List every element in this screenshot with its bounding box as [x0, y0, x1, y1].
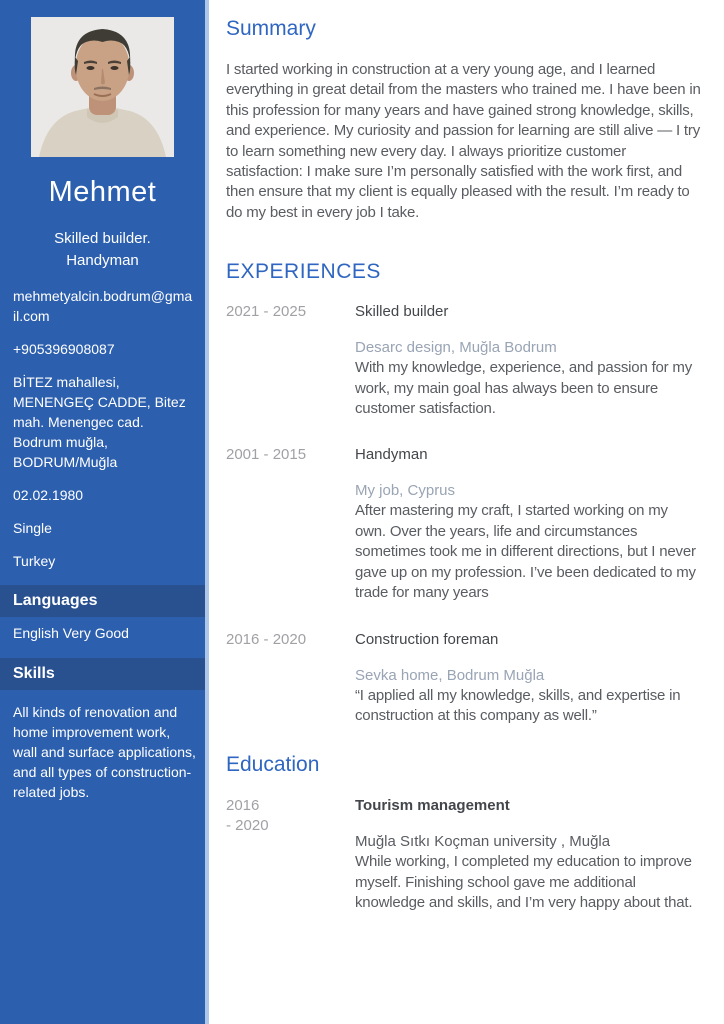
- address-line: BODRUM/Muğla: [13, 454, 118, 470]
- language-item: English Very Good: [13, 625, 129, 641]
- experience-description: “I applied all my knowledge, skills, and expertise in construction at this company as well.”: [355, 686, 681, 724]
- experience-description: With my knowledge, experience, and passion for my work, my main goal has always been to ensure customer satisfaction.: [355, 359, 693, 418]
- experience-description: After mastering my craft, I started working on my own. Over the years, life and circumstances sometimes took me in different directions, but I never gave up on my profession. I’ve been dedicated to my trade for many years: [355, 502, 696, 602]
- resume-content: [209, 0, 724, 940]
- job-subtitle-line1: Skilled builder.: [54, 230, 151, 247]
- summary-heading: Summary: [226, 17, 316, 40]
- portrait-illustration: [31, 17, 174, 157]
- education-school: Muğla Sıtkı Koçman university , Muğla: [355, 833, 611, 851]
- experience-company: My job, Cyprus: [355, 482, 456, 500]
- experience-item: [226, 630, 698, 727]
- education-list: [226, 796, 698, 913]
- experience-company: Desarc design, Muğla Bodrum: [355, 339, 557, 357]
- job-subtitle-line2: Handyman: [66, 252, 139, 269]
- address-value: [13, 372, 195, 472]
- experience-body: [355, 302, 698, 419]
- person-name: Mehmet: [48, 176, 157, 208]
- experience-title: Handyman: [355, 446, 428, 464]
- email-value: mehmetyalcin.bodrum@gmail.com: [13, 288, 193, 324]
- marital-status-value: Single: [13, 520, 52, 536]
- summary-text: I started working in construction at a very young age, and I learned everything in great detail from the masters who trained me. I have been in this profession for many years and have gained strong knowledge, skills, and experience. My curiosity and passion for learning are still alive — I try to learn something new every day. I always prioritize customer satisfaction: I make sure I’m personally satisfied with the work first, and then ensure that my client is equally pleased with the result. I’m ready to do my best in every job I take.: [226, 61, 701, 221]
- education-heading: Education: [226, 753, 320, 777]
- languages-header-label: Languages: [13, 592, 98, 609]
- experience-item: [226, 302, 698, 419]
- country-value: Turkey: [13, 553, 56, 569]
- skills-description: All kinds of renovation and home improvement work, wall and surface applications, and all types of construction-related jobs.: [13, 704, 196, 800]
- address-line: BİTEZ mahallesi,: [13, 374, 120, 390]
- education-degree: Tourism management: [355, 797, 510, 815]
- profile-photo: [31, 17, 174, 157]
- experience-body: [355, 445, 698, 603]
- birthdate-value: 02.02.1980: [13, 487, 84, 503]
- address-line: mah. Menengec cad.: [13, 414, 144, 430]
- education-body: [355, 796, 698, 913]
- contact-info: [13, 286, 195, 584]
- languages-section-header: [0, 585, 205, 617]
- experience-dates: 2001 - 2015: [226, 446, 307, 464]
- education-description: While working, I completed my education to improve myself. Finishing school gave me additional knowledge and skills, and I’m very happy about that.: [355, 853, 693, 912]
- sidebar: [0, 0, 205, 1024]
- experience-title: Skilled builder: [355, 303, 449, 321]
- education-dates-line1: 2016: [226, 797, 260, 815]
- phone-value: +905396908087: [13, 341, 115, 357]
- education-dates: [226, 796, 355, 913]
- experiences-heading: EXPERIENCES: [226, 260, 381, 284]
- experience-item: [226, 445, 698, 603]
- experience-dates: 2021 - 2025: [226, 303, 307, 321]
- education-dates-line2: - 2020: [226, 817, 269, 835]
- experience-dates: 2016 - 2020: [226, 630, 307, 648]
- experience-company: Sevka home, Bodrum Muğla: [355, 666, 545, 684]
- experience-title: Construction foreman: [355, 630, 499, 648]
- education-item: [226, 796, 698, 913]
- skills-section-header: [0, 658, 205, 690]
- experience-body: [355, 630, 698, 727]
- job-subtitle: [0, 228, 205, 272]
- experience-list: [226, 302, 698, 726]
- skills-header-label: Skills: [13, 665, 55, 682]
- address-line: Bodrum muğla,: [13, 434, 108, 450]
- address-line: MENENGEÇ CADDE, Bitez: [13, 394, 186, 410]
